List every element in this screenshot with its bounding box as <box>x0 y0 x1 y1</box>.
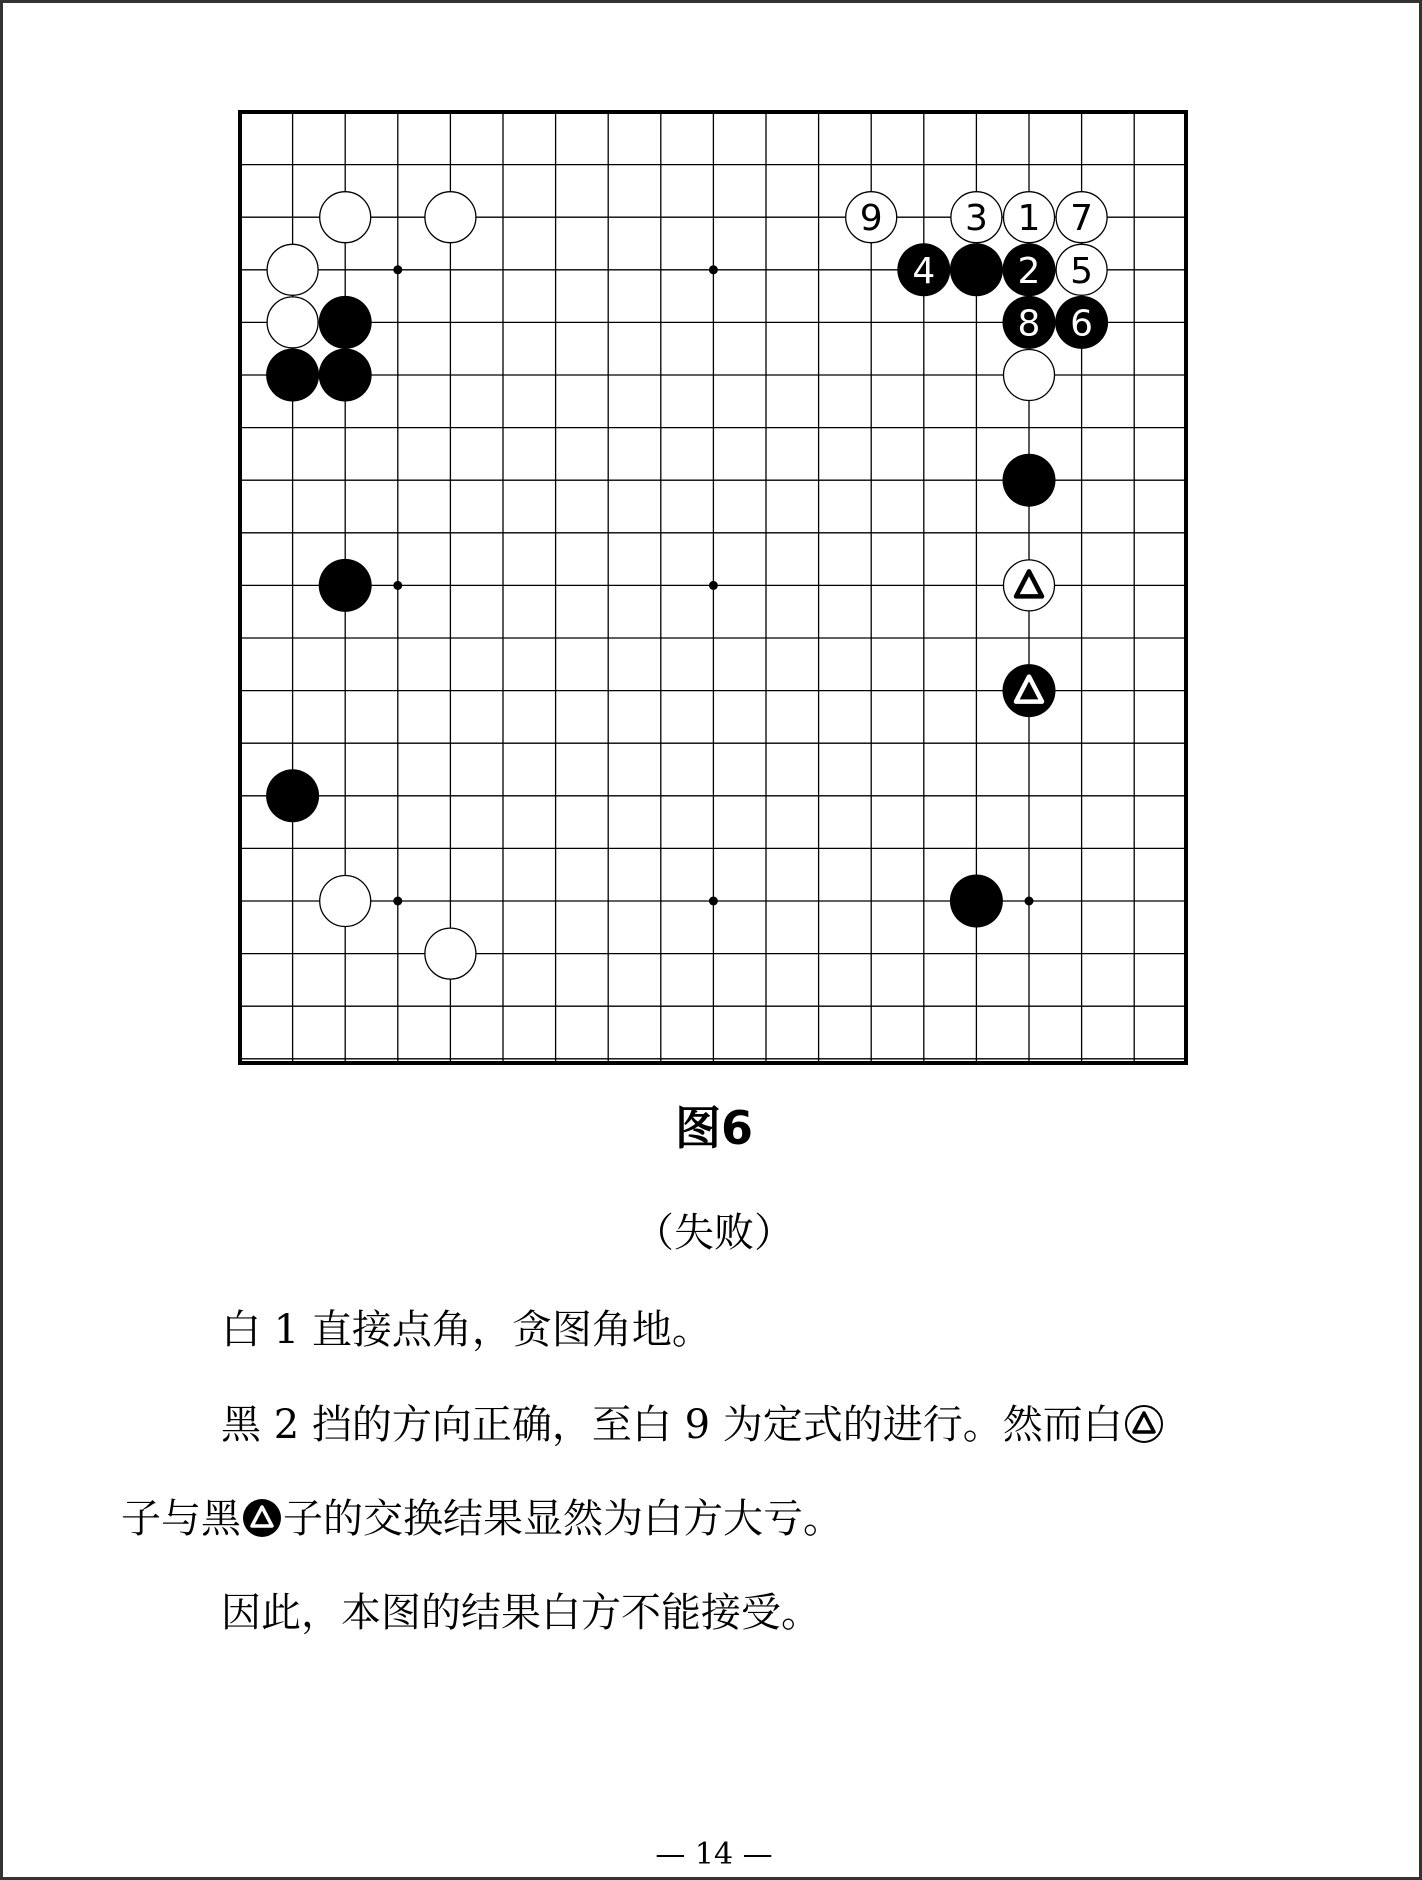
stone-move-number: 2 <box>1017 250 1041 292</box>
hoshi-point <box>393 581 402 590</box>
stone-move-number: 9 <box>859 198 883 240</box>
white-stone <box>320 192 371 243</box>
page-number: — 14 — <box>655 1837 773 1872</box>
white-stone <box>425 928 476 979</box>
black-stone <box>319 349 372 402</box>
black-stone <box>266 769 319 822</box>
black-stone <box>1003 454 1056 507</box>
go-board-diagram <box>238 110 1188 1065</box>
paragraph-1: 白 1 直接点角，贪图角地。 <box>221 1307 712 1353</box>
white-stone <box>267 244 318 295</box>
white-stone <box>425 192 476 243</box>
go-board <box>238 110 1188 1065</box>
hoshi-point <box>393 265 402 274</box>
figure-caption: 图6 <box>674 1101 753 1155</box>
black-stone <box>950 243 1003 296</box>
stone-move-number: 4 <box>912 250 936 292</box>
paragraph-2-line-2a: 子与黑 <box>121 1496 241 1542</box>
white-triangle-stone-icon <box>1124 1404 1164 1444</box>
white-stone <box>267 297 318 348</box>
paragraph-2-line-2b: 子的交换结果显然为白方大亏。 <box>283 1496 843 1542</box>
paragraph-2-line-2 <box>121 1489 1321 1549</box>
black-stone <box>950 875 1003 928</box>
stone-move-number: 8 <box>1017 303 1041 345</box>
paragraph-2-line-1: 黑 2 挡的方向正确，至白 9 为定式的进行。然而白 <box>221 1402 1123 1448</box>
stone-move-number: 3 <box>964 198 988 240</box>
figure-subtitle: （失败） <box>634 1210 794 1256</box>
black-stone <box>319 559 372 612</box>
black-stone <box>266 349 319 402</box>
hoshi-point <box>709 581 718 590</box>
stone-move-number: 6 <box>1070 303 1094 345</box>
black-stone <box>1003 664 1056 717</box>
stone-move-number: 5 <box>1070 250 1094 292</box>
white-stone <box>1004 350 1055 401</box>
paragraph-2 <box>121 1395 1321 1549</box>
white-stone <box>1004 560 1055 611</box>
hoshi-point <box>393 897 402 906</box>
black-triangle-stone-icon <box>242 1498 282 1538</box>
hoshi-point <box>709 897 718 906</box>
hoshi-point <box>709 265 718 274</box>
white-stone <box>320 876 371 927</box>
paragraph-3: 因此，本图的结果白方不能接受。 <box>221 1590 821 1636</box>
black-stone <box>319 296 372 349</box>
hoshi-point <box>1025 897 1034 906</box>
stone-move-number: 1 <box>1017 198 1041 240</box>
stone-move-number: 7 <box>1070 198 1094 240</box>
